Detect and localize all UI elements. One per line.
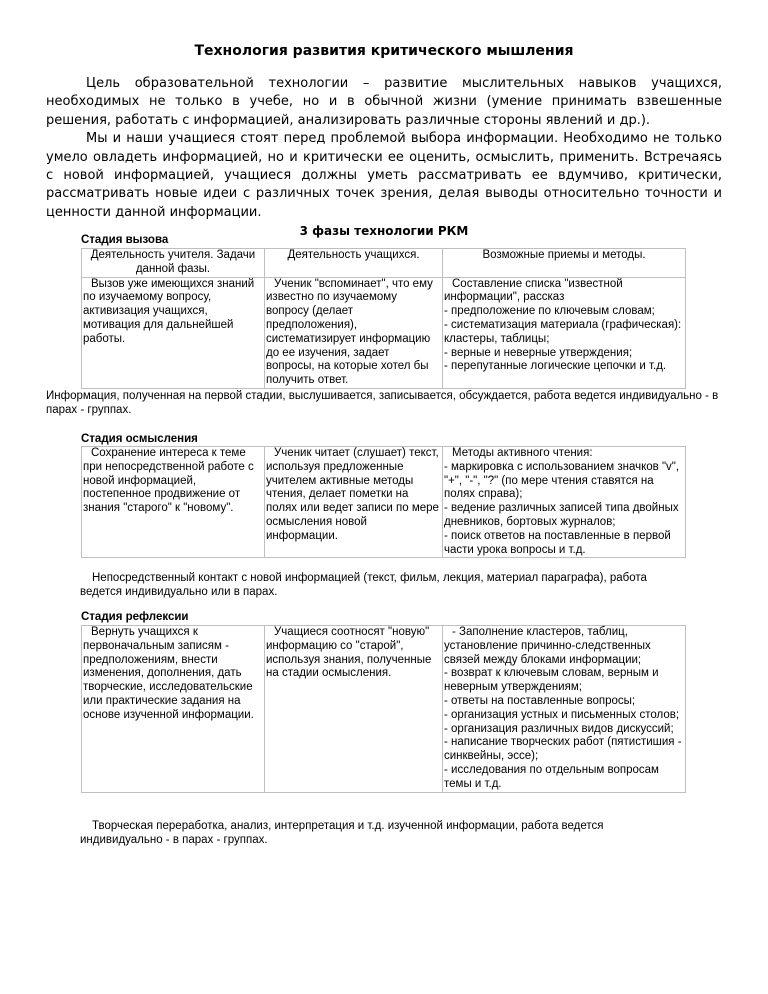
method-item: - написание творческих работ (пятистишия - синквейны, эссе); <box>444 736 682 763</box>
stage-call-table <box>81 248 686 389</box>
stage-reflection-methods <box>443 626 686 793</box>
intro-text <box>46 75 722 222</box>
method-item: - организация различных видов дискуссий; <box>444 722 674 735</box>
method-item: - поиск ответов на поставленные в первой части урока вопросы и т.д. <box>444 529 671 556</box>
intro-paragraph-goal: Цель образовательной технологии – развитие мыслительных навыков учащихся, необходимых не только в учебе, но и в обычной жизни (умение принимать взвешенные решения, работать с информацией, анализировать различные стороны явлений и др.). <box>46 76 722 128</box>
stage-reflection-title: Стадия рефлексии <box>81 611 189 623</box>
method-item: - возврат к ключевым словам, верным и неверным утверждениям; <box>444 667 659 694</box>
header-teacher: Деятельность учителя. Задачи данной фазы. <box>82 249 265 278</box>
stage-comprehension-title: Стадия осмысления <box>81 433 198 445</box>
stage-reflection-teacher: Вернуть учащихся к первоначальным записям - предположениям, внести изменения, дополнения, дать творческие, исследовательские или практические задания на основе изученной информации. <box>82 626 265 793</box>
table-header-row <box>82 249 686 278</box>
method-item: - исследования по отдельным вопросам темы и т.д. <box>444 763 659 790</box>
method-item: - верные и неверные утверждения; <box>444 346 633 359</box>
method-item: - перепутанные логические цепочки и т.д. <box>444 360 667 373</box>
stage-comprehension-teacher: Сохранение интереса к теме при непосредственной работе с новой информацией, постепенное продвижение от знания "старого" к "новому". <box>82 447 265 558</box>
stage-comprehension-note: Непосредственный контакт с новой информацией (текст, фильм, лекция, материал параграфа), работа ведется индивидуально или в парах. <box>80 572 647 598</box>
header-students: Деятельность учащихся. <box>265 249 443 278</box>
method-item: Методы активного чтения: <box>452 447 593 459</box>
method-item: - организация устных и письменных столов; <box>444 708 680 721</box>
table-row <box>82 277 686 388</box>
stage-reflection-note: Творческая переработка, анализ, интерпретация и т.д. изученной информации, работа ведется индивидуально - в парах - группах. <box>80 820 604 846</box>
method-item: - систематизация материала (графическая): кластеры, таблицы; <box>444 318 682 345</box>
method-item: - ведение различных записей типа двойных дневников, бортовых журналов; <box>444 502 679 528</box>
stage-reflection-table <box>81 625 686 793</box>
page-title: Технология развития критического мышления <box>194 43 574 59</box>
method-item: - предположение по ключевым словам; <box>444 305 655 318</box>
table-row <box>82 447 686 558</box>
stage-reflection-students: Учащиеся соотносят "новую" информацию со "старой", используя знания, полученные на стадии осмысления. <box>265 626 443 793</box>
stage-call-teacher: Вызов уже имеющихся знаний по изучаемому вопросу, активизация учащихся, мотивация для дальнейшей работы. <box>82 277 265 388</box>
stage-comprehension-methods <box>443 447 686 558</box>
stage-comprehension-students: Ученик читает (слушает) текст, используя предложенные учителем активные методы чтения, делает пометки на полях или ведет записи по мере осмысления новой информации. <box>265 447 443 558</box>
header-methods: Возможные приемы и методы. <box>443 249 686 278</box>
method-item: - маркировка с использованием значков "v", "+", "-", "?" (по мере чтения ставятся на полях справа); <box>444 460 680 501</box>
stage-call-students: Ученик "вспоминает", что ему известно по изучаемому вопросу (делает предположения), систематизирует информацию до ее изучения, задает вопросы, на которые хотел бы получить ответ. <box>265 277 443 388</box>
intro-paragraph-problem: Мы и наши учащиеся стоят перед проблемой выбора информации. Необходимо не только умело овладеть информацией, но и критически ее оценить, осмыслить, применить. Встречаясь с новой информацией, учащиеся должны уметь рассматривать ее вдумчиво, критически, рассматривать новые идеи с различных точек зрения, делая выводы относительно точности и ценности данной информации. <box>46 131 722 220</box>
stage-call-methods <box>443 277 686 388</box>
stage-call-note: Информация, полученная на первой стадии, выслушивается, записывается, обсуждается, работа ведется индивидуально - в парах - группах. <box>46 390 719 416</box>
stage-comprehension-table <box>81 446 686 558</box>
phases-heading: 3 фазы технологии РКМ <box>299 224 469 238</box>
table-row <box>82 626 686 793</box>
method-item: - Заполнение кластеров, таблиц, установление причинно-следственных связей между блоками информации; <box>444 626 651 666</box>
method-item: Составление списка "известной информации", рассказ <box>444 277 623 304</box>
stage-call-title: Стадия вызова <box>81 234 169 246</box>
method-item: - ответы на поставленные вопросы; <box>444 694 636 707</box>
